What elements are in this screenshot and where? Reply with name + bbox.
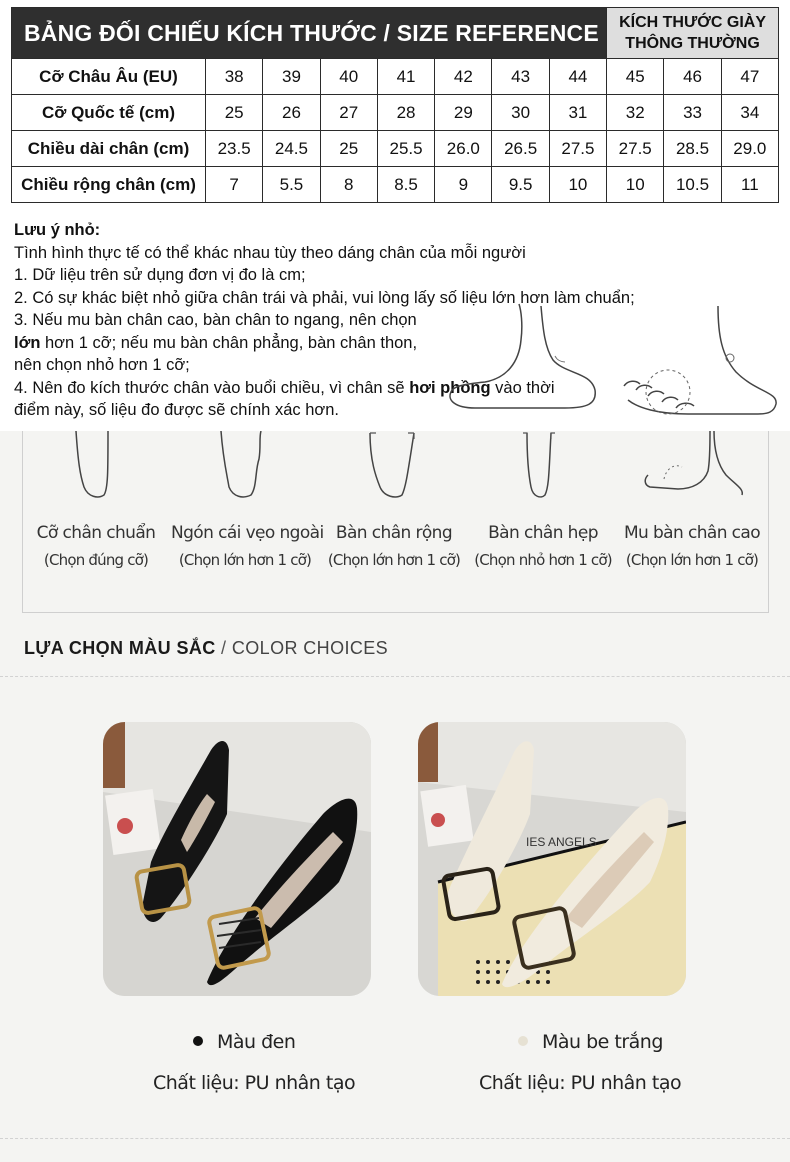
- row-label: Cỡ Châu Âu (EU): [12, 59, 206, 95]
- size-cell: 43: [492, 59, 549, 95]
- size-cell: 25: [206, 95, 263, 131]
- note-emphasis: hơi phồng: [409, 378, 491, 397]
- size-cell: 40: [320, 59, 377, 95]
- size-cell: 38: [206, 59, 263, 95]
- size-reference-table: [11, 7, 779, 203]
- size-cell: 28: [377, 95, 434, 131]
- size-cell: 39: [263, 59, 320, 95]
- size-cell: 10: [607, 167, 664, 203]
- size-cell: 33: [664, 95, 721, 131]
- size-cell: 45: [607, 59, 664, 95]
- note-emphasis: lớn: [14, 333, 41, 352]
- foot-type-hint: (Chọn lớn hơn 1 cỡ): [327, 551, 461, 569]
- size-cell: 5.5: [263, 167, 320, 203]
- beige-shoes-image: [418, 722, 686, 996]
- color-choices-heading: [24, 638, 388, 659]
- foot-type-name: Cỡ chân chuẩn: [36, 523, 156, 543]
- note-item: 3. Nếu mu bàn chân cao, bàn chân to ngang, nên chọn: [14, 311, 417, 329]
- size-cell: 46: [664, 59, 721, 95]
- size-table-title: BẢNG ĐỐI CHIẾU KÍCH THƯỚC / SIZE REFERENCE: [12, 8, 607, 59]
- foot-side-view-icon: [445, 300, 605, 418]
- size-cell: 9: [435, 167, 492, 203]
- table-row-intl-size: [12, 95, 779, 131]
- size-cell: 27: [320, 95, 377, 131]
- foot-type-wide: [320, 431, 468, 569]
- size-cell: 34: [721, 95, 778, 131]
- black-shoes-photo[interactable]: [103, 722, 371, 996]
- note-item: 1. Dữ liệu trên sử dụng đơn vị đo là cm;: [14, 266, 306, 284]
- row-label: Chiều dài chân (cm): [12, 131, 206, 167]
- color-option-beige[interactable]: [518, 1031, 663, 1059]
- wide-foot-icon: [320, 431, 468, 501]
- note-text: hơn 1 cỡ; nếu mu bàn chân phẳng, bàn chân thon,: [40, 333, 418, 352]
- size-cell: 25: [320, 131, 377, 167]
- size-cell: 10: [549, 167, 606, 203]
- note-text: vào thời: [490, 378, 555, 397]
- size-cell: 27.5: [549, 131, 606, 167]
- standard-foot-icon: [22, 431, 170, 501]
- size-cell: 32: [607, 95, 664, 131]
- foot-type-name: Ngón cái vẹo ngoài: [171, 523, 324, 543]
- black-shoes-image: [103, 722, 371, 996]
- size-cell: 10.5: [664, 167, 721, 203]
- heading-vi: LỰA CHỌN MÀU SẮC: [24, 638, 216, 658]
- foot-type-standard: [22, 431, 170, 569]
- divider: [0, 676, 790, 677]
- material-label: Chất liệu: PU nhân tạo: [153, 1072, 356, 1094]
- beige-swatch-icon: [518, 1036, 528, 1046]
- bunion-foot-icon: [171, 431, 319, 501]
- foot-type-high-instep: [618, 431, 766, 569]
- note-item: 2. Có sự khác biệt nhỏ giữa chân trái và phải, vui lòng lấy số liệu lớn hơn làm chuẩn;: [14, 288, 635, 307]
- black-swatch-icon: [193, 1036, 203, 1046]
- size-cell: 8.5: [377, 167, 434, 203]
- size-table-side-header: [607, 8, 779, 59]
- foot-type-hint: (Chọn lớn hơn 1 cỡ): [625, 551, 759, 569]
- size-cell: 26.5: [492, 131, 549, 167]
- size-cell: 26.0: [435, 131, 492, 167]
- foot-toes-view-icon: [618, 300, 780, 418]
- size-cell: 29.0: [721, 131, 778, 167]
- note-item: nên chọn nhỏ hơn 1 cỡ;: [14, 356, 190, 374]
- color-choices-section: [0, 626, 790, 1162]
- beige-shoes-photo[interactable]: [418, 722, 686, 996]
- color-option-label: Màu đen: [217, 1031, 296, 1053]
- note-item: điểm này, số liệu đo được sẽ chính xác hơn.: [14, 401, 339, 419]
- foot-type-hint: (Chọn đúng cỡ): [43, 551, 149, 569]
- size-cell: 26: [263, 95, 320, 131]
- foot-type-name: Bàn chân rộng: [335, 523, 453, 543]
- heading-separator: /: [215, 638, 232, 658]
- size-cell: 42: [435, 59, 492, 95]
- color-option-label: Màu be trắng: [542, 1031, 663, 1053]
- note-text: 4. Nên đo kích thước chân vào buổi chiều, vì chân sẽ: [14, 378, 410, 397]
- notes-intro: Tình hình thực tế có thể khác nhau tùy theo dáng chân của mỗi người: [14, 243, 526, 262]
- foot-type-hint: (Chọn lớn hơn 1 cỡ): [178, 551, 312, 569]
- material-label: Chất liệu: PU nhân tạo: [479, 1072, 682, 1094]
- size-cell: 47: [721, 59, 778, 95]
- size-cell: 25.5: [377, 131, 434, 167]
- foot-type-name: Mu bàn chân cao: [623, 523, 761, 543]
- divider: [0, 1138, 790, 1139]
- foot-type-bunion: [171, 431, 324, 569]
- row-label: Cỡ Quốc tế (cm): [12, 95, 206, 131]
- size-cell: 8: [320, 167, 377, 203]
- table-row-eu-size: [12, 59, 779, 95]
- size-cell: 30: [492, 95, 549, 131]
- size-table-header: [12, 8, 779, 59]
- side-header-line: KÍCH THƯỚC GIÀY: [619, 14, 766, 31]
- size-cell: 7: [206, 167, 263, 203]
- size-cell: 24.5: [263, 131, 320, 167]
- box-print-text: IES ANGELS: [526, 835, 597, 849]
- table-row-foot-length: [12, 131, 779, 167]
- size-cell: 28.5: [664, 131, 721, 167]
- row-label: Chiều rộng chân (cm): [12, 167, 206, 203]
- high-instep-foot-icon: [618, 431, 766, 501]
- foot-types-panel: [0, 431, 790, 626]
- color-option-black[interactable]: [193, 1031, 295, 1059]
- size-cell: 44: [549, 59, 606, 95]
- heading-en: COLOR CHOICES: [231, 638, 389, 658]
- size-cell: 29: [435, 95, 492, 131]
- notes-title: Lưu ý nhỏ:: [14, 221, 101, 239]
- table-row-foot-width: [12, 167, 779, 203]
- side-header-line: THÔNG THƯỜNG: [625, 35, 760, 52]
- size-cell: 41: [377, 59, 434, 95]
- size-cell: 27.5: [607, 131, 664, 167]
- foot-type-narrow: [469, 431, 617, 569]
- foot-type-hint: (Chọn nhỏ hơn 1 cỡ): [474, 551, 612, 569]
- foot-type-name: Bàn chân hẹp: [488, 523, 598, 543]
- size-cell: 23.5: [206, 131, 263, 167]
- size-cell: 31: [549, 95, 606, 131]
- size-cell: 9.5: [492, 167, 549, 203]
- narrow-foot-icon: [469, 431, 617, 501]
- size-cell: 11: [721, 167, 778, 203]
